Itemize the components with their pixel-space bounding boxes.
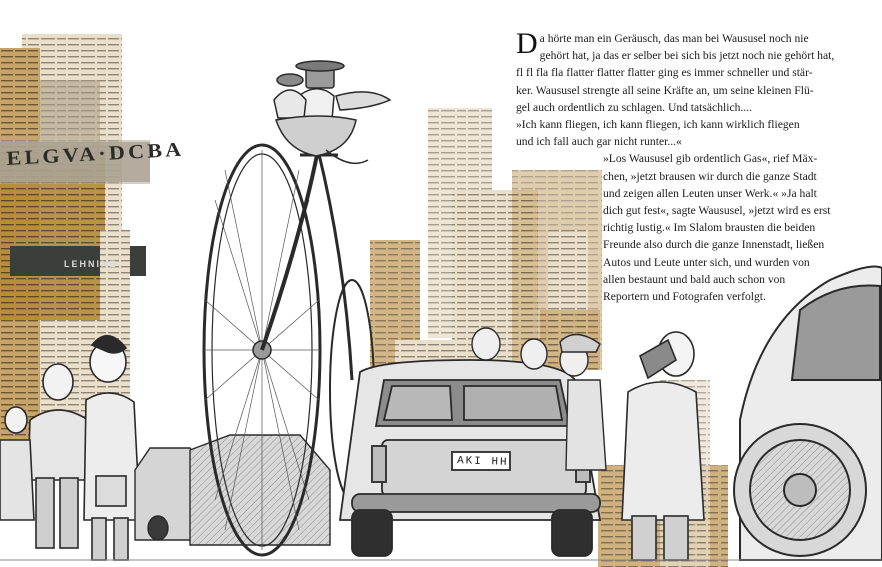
story-line: allen bestaunt und bald auch schon von [603, 272, 786, 286]
story-line: dich gut fest«, sagte Waususel, »jetzt wird es erst [603, 204, 831, 218]
story-text [516, 27, 846, 305]
story-line: »Los Waususel gib ordentlich Gas«, rief Mäx- [603, 152, 818, 166]
story-line: gel auch ordentlich zu schlagen. Und tatsächlich.... [516, 100, 752, 114]
sign-elgva: ELGVA·DCBA [6, 138, 185, 170]
sign-lehnine: LEHNINE [64, 259, 118, 269]
story-line: a hörte man ein Geräusch, das man bei Waususel noch nie [539, 32, 809, 45]
story-line: und ich fall auch gar nicht runter...« [516, 135, 682, 149]
story-line: richtig lustig.« Im Slalom brausten die beiden [603, 221, 816, 235]
story-paragraph-1 [516, 27, 846, 150]
story-line: chen, »jetzt brausen wir durch die ganze Stadt [603, 169, 817, 183]
story-line: »Ich kann fliegen, ich kann fliegen, ich kann wirklich fliegen [516, 118, 800, 132]
story-line: fl fl fla fla flatter flatter flatter ging es immer schneller und stär- [516, 66, 813, 80]
drop-cap: D [516, 27, 538, 60]
riders [274, 61, 390, 163]
story-paragraph-2 [516, 150, 846, 305]
story-line: und zeigen allen Leuten unser Werk.« »Ja halt [603, 186, 817, 200]
story-line: gehört hat, ja das er selber bei sich bis jetzt noch nie gehört hat, [539, 49, 835, 63]
story-line: ker. Waususel strengte all seine Kräfte an, um seine kleinen Flü- [516, 83, 814, 97]
story-line: Autos und Leute unter sich, und wurden von [603, 255, 810, 269]
car-right [734, 267, 882, 561]
story-line: Reportern und Fotografen verfolgt. [603, 290, 766, 304]
license-plate: AKI HH [456, 455, 509, 469]
story-line: Freunde also durch die ganze Innenstadt, ließen [603, 238, 825, 252]
